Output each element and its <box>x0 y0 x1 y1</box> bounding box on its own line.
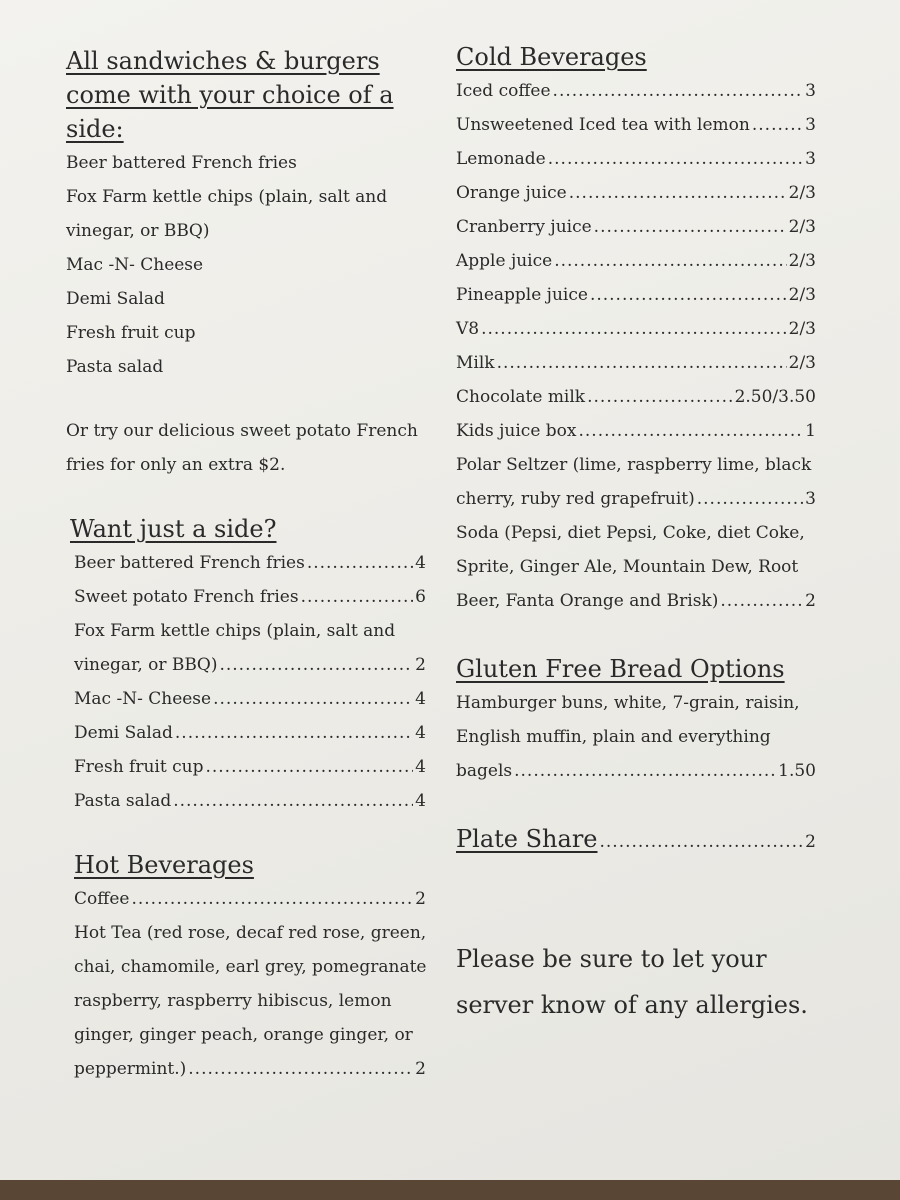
item-name: Iced coffee <box>456 81 551 101</box>
item-description: raspberry, raspberry hibiscus, lemon <box>74 991 392 1011</box>
menu-item <box>456 414 816 448</box>
item-price: 3 <box>805 81 816 101</box>
item-name: Beer battered French fries <box>74 553 305 573</box>
item-price: 2/3 <box>788 353 816 373</box>
item-name: Fresh fruit cup <box>74 757 204 777</box>
menu-item <box>74 580 426 614</box>
item-price: 4 <box>415 757 426 777</box>
cold-beverages-section <box>456 40 816 618</box>
item-name: Pasta salad <box>74 791 172 811</box>
menu-item <box>74 1052 426 1086</box>
menu-item <box>456 278 816 312</box>
item-name: Unsweetened Iced tea with lemon <box>456 115 750 135</box>
cold-beverages-heading: Cold Beverages <box>456 43 647 71</box>
item-name: Lemonade <box>456 149 546 169</box>
item-price: 3 <box>805 489 816 509</box>
item-description: ginger, ginger peach, orange ginger, or <box>74 1025 413 1045</box>
table-edge <box>0 1180 900 1200</box>
item-price: 4 <box>415 553 426 573</box>
item-price: 2.50/3.50 <box>734 387 816 407</box>
item-price: 2/3 <box>788 319 816 339</box>
item-description: Sprite, Ginger Ale, Mountain Dew, Root <box>456 557 799 577</box>
item-name: Kids juice box <box>456 421 577 441</box>
item-description: Polar Seltzer (lime, raspberry lime, black <box>456 455 812 475</box>
item-price: 2 <box>415 655 426 675</box>
item-name: Pineapple juice <box>456 285 588 305</box>
item-name: Cranberry juice <box>456 217 592 237</box>
item-description: chai, chamomile, earl grey, pomegranate <box>74 957 427 977</box>
item-price: 3 <box>805 149 816 169</box>
menu-item <box>456 108 816 142</box>
item-name: Milk <box>456 353 495 373</box>
side-option: Fresh fruit cup <box>66 323 196 343</box>
item-price: 4 <box>415 723 426 743</box>
menu-item <box>456 380 816 414</box>
item-name: cherry, ruby red grapefruit) <box>456 489 695 509</box>
item-name: Orange juice <box>456 183 567 203</box>
menu-item <box>456 210 816 244</box>
sides-heading-line-3: side: <box>66 115 124 143</box>
menu-item <box>74 648 426 682</box>
side-option: Demi Salad <box>66 289 165 309</box>
item-description: English muffin, plain and everything <box>456 727 771 747</box>
item-price: 6 <box>415 587 426 607</box>
sides-included-section <box>66 44 426 482</box>
item-description: Fox Farm kettle chips (plain, salt and <box>74 621 396 641</box>
sides-heading-line-1: All sandwiches & burgers <box>66 47 380 75</box>
item-price: 2/3 <box>788 285 816 305</box>
gluten-free-section <box>456 652 816 788</box>
menu-item <box>456 346 816 380</box>
item-price: 2/3 <box>788 183 816 203</box>
item-price: 1.50 <box>778 761 816 781</box>
menu-item <box>456 176 816 210</box>
plate-share-section <box>456 822 816 856</box>
upgrade-note: fries for only an extra $2. <box>66 455 286 475</box>
upgrade-note: Or try our delicious sweet potato French <box>66 421 418 441</box>
side-option: vinegar, or BBQ) <box>66 221 210 241</box>
plate-share-heading: Plate Share <box>456 825 598 853</box>
menu-item <box>456 584 816 618</box>
menu-item <box>74 546 426 580</box>
menu-item <box>456 74 816 108</box>
gluten-free-heading: Gluten Free Bread Options <box>456 655 785 683</box>
menu-item <box>74 716 426 750</box>
menu-item <box>456 244 816 278</box>
menu-item <box>456 142 816 176</box>
item-name: peppermint.) <box>74 1059 187 1079</box>
item-description: Soda (Pepsi, diet Pepsi, Coke, diet Coke, <box>456 523 805 543</box>
allergy-note-line-1: Please be sure to let your <box>456 945 767 973</box>
left-column <box>66 44 426 1086</box>
item-price: 2/3 <box>788 251 816 271</box>
side-option: Beer battered French fries <box>66 153 297 173</box>
item-price: 2 <box>415 1059 426 1079</box>
allergy-note <box>456 936 816 1028</box>
item-price: 2 <box>415 889 426 909</box>
menu-item <box>74 882 426 916</box>
item-name: bagels <box>456 761 513 781</box>
menu-item <box>74 682 426 716</box>
side-only-heading: Want just a side? <box>70 515 277 543</box>
item-name: V8 <box>456 319 480 339</box>
menu-item <box>74 750 426 784</box>
menu-item <box>456 754 816 788</box>
item-price: 1 <box>805 421 816 441</box>
side-option: Mac -N- Cheese <box>66 255 204 275</box>
side-only-section <box>70 512 426 818</box>
item-description: Hot Tea (red rose, decaf red rose, green, <box>74 923 427 943</box>
item-name: Coffee <box>74 889 130 909</box>
item-name: Apple juice <box>456 251 553 271</box>
item-name: Chocolate milk <box>456 387 586 407</box>
item-name: Mac -N- Cheese <box>74 689 212 709</box>
plate-share-price: 2 <box>805 832 816 852</box>
side-option: Pasta salad <box>66 357 164 377</box>
menu-item <box>456 312 816 346</box>
item-name: Beer, Fanta Orange and Brisk) <box>456 591 719 611</box>
right-column <box>456 40 816 1028</box>
sides-heading-line-2: come with your choice of a <box>66 81 394 109</box>
item-price: 4 <box>415 791 426 811</box>
allergy-note-line-2: server know of any allergies. <box>456 991 808 1019</box>
side-option: Fox Farm kettle chips (plain, salt and <box>66 187 388 207</box>
item-name: vinegar, or BBQ) <box>74 655 218 675</box>
item-name: Sweet potato French fries <box>74 587 299 607</box>
item-description: Hamburger buns, white, 7-grain, raisin, <box>456 693 800 713</box>
hot-beverages-section <box>74 848 426 1086</box>
item-name: Demi Salad <box>74 723 173 743</box>
hot-beverages-heading: Hot Beverages <box>74 851 254 879</box>
item-price: 4 <box>415 689 426 709</box>
item-price: 3 <box>805 115 816 135</box>
item-price: 2 <box>805 591 816 611</box>
menu-item <box>74 784 426 818</box>
item-price: 2/3 <box>788 217 816 237</box>
menu-item <box>456 482 816 516</box>
